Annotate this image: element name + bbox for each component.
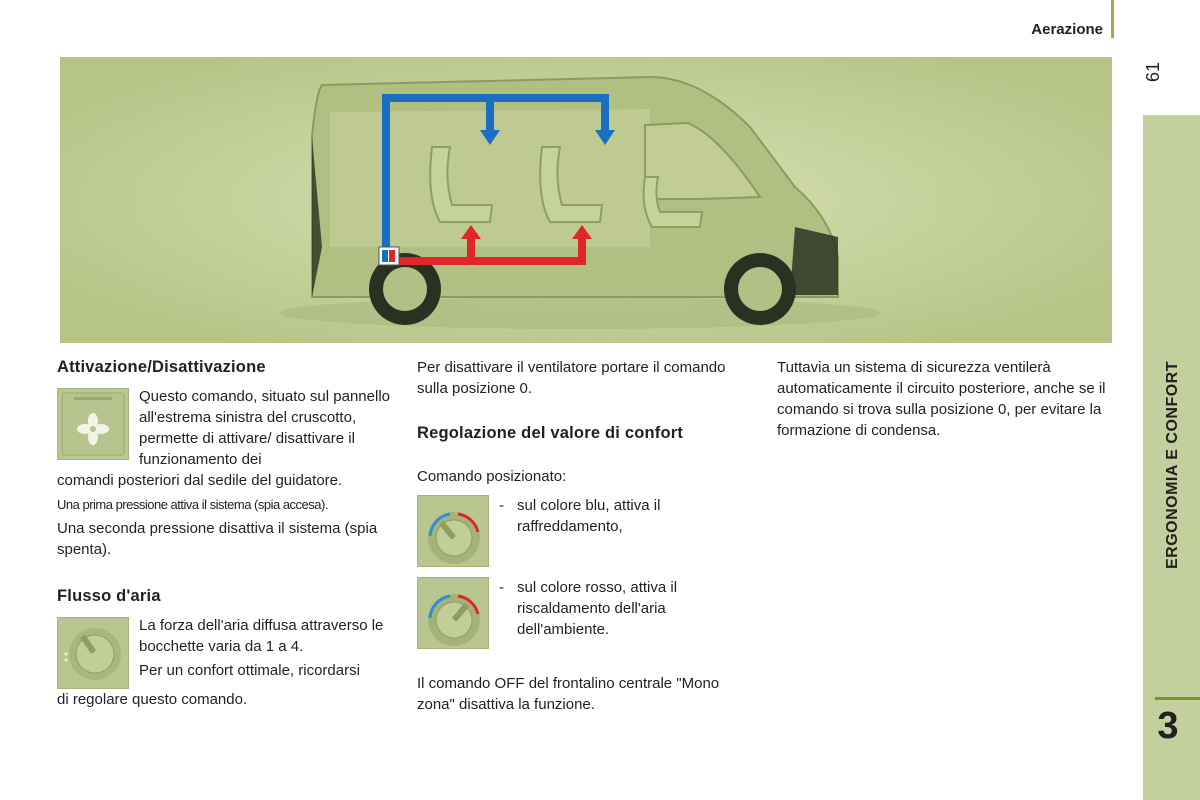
section-title: Aerazione (1031, 21, 1103, 38)
heading-comfort: Regolazione del valore di confort (417, 424, 684, 442)
airflow-text-a: La forza dell'aria diffusa attraverso le bocchette varia da 1 a 4. (139, 617, 384, 655)
activation-text-b: comandi posteriori dal sedile del guidatore. (57, 472, 343, 489)
page-number: 61 (1143, 61, 1163, 83)
activation-text-a: Questo comando, situato sul pannello all'estrema sinistra del cruscotto, permette di attivare/ disattivare il funzionamento dei (139, 388, 390, 468)
chapter-sidebar (1143, 115, 1200, 800)
off-control-text: Il comando OFF del frontalino centrale "Mono zona" disattiva la funzione. (417, 675, 720, 713)
airflow-knob-image (57, 617, 129, 689)
column-comfort (417, 357, 737, 715)
activation-first-press: Una prima pressione attiva il sistema (spia accesa). (57, 497, 328, 512)
header-divider (1111, 0, 1114, 38)
airflow-knob-icon (58, 618, 128, 688)
chapter-title: ERGONOMIA E CONFORT (1164, 361, 1181, 570)
activation-second-press: Una seconda pressione disattiva il sistema (spia spenta). (57, 520, 378, 558)
heading-airflow: Flusso d'aria (57, 587, 161, 605)
van-ventilation-illustration (60, 57, 1112, 343)
airflow-text-b: Per un confort ottimale, ricordarsi (139, 662, 360, 679)
cold-position-text: sul colore blu, attiva il raffreddamento, (517, 497, 661, 535)
hot-position-text: sul colore rosso, attiva il riscaldamento dell'aria dell'ambiente. (517, 579, 678, 638)
cold-knob-image (417, 495, 489, 567)
bullet-dash: - (499, 579, 504, 596)
bullet-dash: - (499, 497, 504, 514)
fan-off-text: Per disattivare il ventilatore portare il comando sulla posizione 0. (417, 359, 726, 397)
heading-activation: Attivazione/Disattivazione (57, 358, 266, 376)
column-activation (57, 357, 397, 710)
chapter-number: 3 (1157, 705, 1179, 747)
van-ventilation-diagram (60, 57, 1112, 343)
safety-text: Tuttavia un sistema di sicurezza ventilerà automaticamente il circuito posteriore, anche se il comando si trova sulla posizione 0, per evitare la formazione di condensa. (777, 359, 1106, 439)
temperature-knob-icon (418, 496, 488, 566)
column-safety (777, 357, 1122, 441)
chapter-divider (1155, 697, 1200, 700)
control-positioned-text: Comando posizionato: (417, 468, 567, 485)
fan-icon (58, 389, 128, 459)
hot-position-row (417, 577, 737, 649)
temperature-knob-icon (418, 578, 488, 648)
airflow-text-c: di regolare questo comando. (57, 691, 248, 708)
hot-knob-image (417, 577, 489, 649)
cold-position-row (417, 495, 737, 567)
fan-button-image (57, 388, 129, 460)
